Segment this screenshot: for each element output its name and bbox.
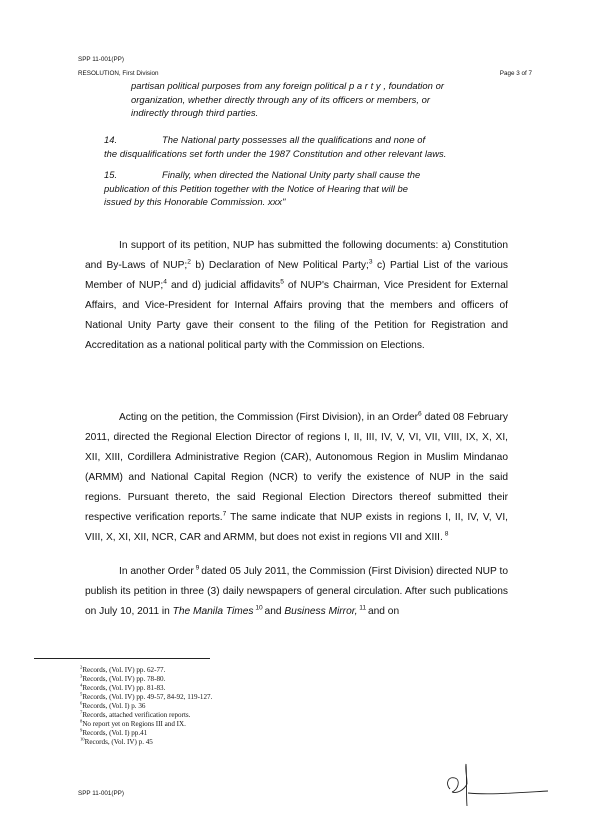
footnote-item: $^6$Records, (Vol. I) p. 36	[80, 700, 146, 710]
footnote-ref[interactable]: 5	[280, 278, 284, 286]
newspaper-name: The Manila Times	[172, 606, 254, 617]
paragraph-commission-order: Acting on the petition, the Commission (First Division), in an Order$^6$ dated 08 February 2011, directed the Regional Election Director of regions I, II, III, IV, V, VI, VII, VIII, IX, X, XI, XII, XIII, Cordillera Administrative Region (CAR), Autonomous Region in Muslim Mindanao (ARMM) and National Capital Region (NCR) to verify the existence of NUP in the said regions. Pursuant thereto, the said Regional Election Directors thereof submitted their respective verification reports.$^7$ The same indicate that NUP exists in regions I, II, IV, V, VI, VIII, X, XI, XII, NCR, CAR and ARMM, but does not exist in regions VII and XIII. $^8$	[85, 410, 508, 543]
footnote-ref[interactable]: 6	[418, 410, 422, 418]
quote-line: organization, whether directly through any of its officers or members, or	[131, 93, 431, 105]
footnote-ref[interactable]: 7	[222, 510, 227, 518]
footnote-item: $^8$No report yet on Regions III and IX.	[80, 718, 186, 728]
quote-line: The National party possesses all the qualifications and none of	[162, 134, 426, 145]
newspaper-name: Business Mirror,	[284, 606, 358, 617]
paragraph-publication-order: In another Order $^9$ dated 05 July 2011, the Commission (First Division) directed NUP to publish its petition in three (3) daily newspapers of general circulation. After such publications on July 10, 2011 in The Manila Times $^{10}$ and Business Mirror, $^{11}$ and on	[85, 564, 508, 617]
signature-mark	[436, 762, 556, 808]
quote-line: Finally, when directed the National Unity party shall cause the	[162, 169, 421, 180]
footnote-ref[interactable]: 10	[253, 604, 265, 612]
quote-line: issued by this Honorable Commission. xxx"	[104, 196, 286, 207]
quote-item-15	[104, 168, 544, 209]
footnote-ref[interactable]: 3	[368, 258, 373, 266]
footnote-item: $^{10}$Records, (Vol. IV) p. 45	[80, 736, 153, 746]
footnote-list	[80, 666, 340, 747]
footnote-item: $^4$Records, (Vol. IV) pp. 81-83.	[80, 682, 166, 692]
footnote-item: $^9$Records, (Vol. I) pp.41	[80, 727, 148, 737]
footnote-ref[interactable]: 11	[357, 604, 368, 612]
quote-item-14	[104, 133, 544, 160]
footnote-separator	[34, 658, 210, 659]
footnote-item: $^7$Records, attached verification reports.	[80, 709, 191, 719]
footnote-item: $^2$Records, (Vol. IV) pp. 62-77.	[80, 664, 166, 674]
quote-line: the disqualifications set forth under the 1987 Constitution and other relevant laws.	[104, 147, 447, 159]
quote-item-number: 15.	[104, 169, 118, 180]
paragraph-documents-submitted: In support of its petition, NUP has submitted the following documents: a) Constitution and By-Laws of NUP;$^2$ b) Declaration of New Political Party;$^3$ c) Partial List of the various Member of NUP;$^4$ and d) judicial affidavits$^5$ of NUP's Chairman, Vice President for External Affairs, and Vice-President for Internal Affairs proving that the members and officers of National Unity Party gave their consent to the filing of the Petition for Registration and Accreditation as a national political party with the Commission on Elections.	[85, 240, 508, 351]
quote-line: partisan political purposes from any foreign political p a r t y , foundation or	[131, 80, 445, 91]
footnote-ref[interactable]: 2	[187, 258, 191, 266]
quote-continuation	[131, 79, 531, 120]
footnote-ref[interactable]: 8	[442, 530, 449, 538]
footnote-ref[interactable]: 4	[163, 278, 167, 286]
quote-line: publication of this Petition together with the Notice of Hearing that will be	[104, 182, 409, 194]
header-page-label: Page 3 of 7	[499, 70, 532, 77]
footnote-item: $^5$Records, (Vol. IV) pp. 49-57, 84-92, 119-127.	[80, 691, 213, 701]
quote-line: indirectly through third parties.	[131, 107, 259, 118]
footnote-item: $^3$Records, (Vol. IV) pp. 78-80.	[80, 673, 166, 683]
header-resolution-label: RESOLUTION, First Division	[78, 70, 159, 77]
quote-item-number: 14.	[104, 134, 118, 145]
footnote-ref[interactable]: 9	[193, 564, 202, 572]
header-doc-id: SPP 11-001(PP)	[78, 56, 124, 63]
footer-doc-id: SPP 11-001(PP)	[78, 790, 124, 797]
